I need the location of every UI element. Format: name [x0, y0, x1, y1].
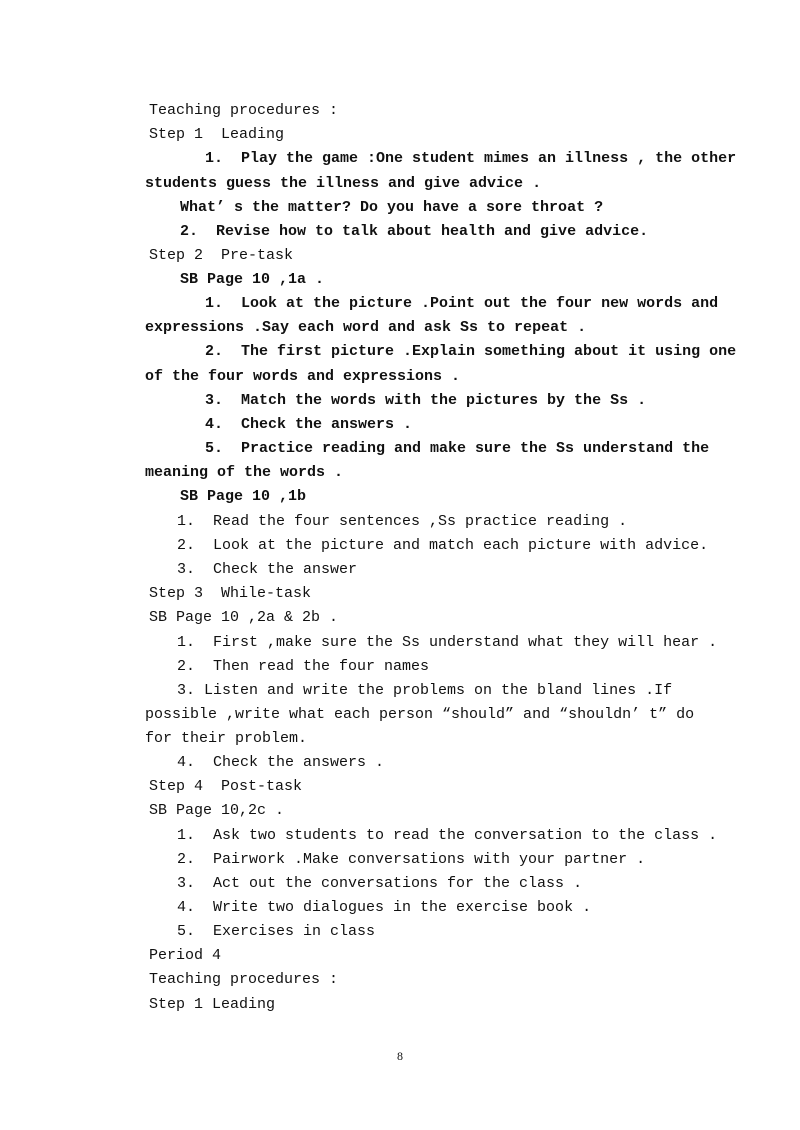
- text-line: 1. First ,make sure the Ss understand what they will hear .: [177, 634, 718, 651]
- text-line: SB Page 10 ,1b: [180, 488, 307, 505]
- text-line: 5. Practice reading and make sure the Ss understand the: [205, 440, 710, 457]
- text-line: Period 4: [149, 947, 222, 964]
- text-line: 3. Check the answer: [177, 561, 358, 578]
- text-line: 3. Match the words with the pictures by the Ss .: [205, 392, 647, 409]
- text-line: 3. Act out the conversations for the class .: [177, 875, 583, 892]
- text-line: 3. Listen and write the problems on the bland lines .If: [177, 682, 673, 699]
- text-line: meaning of the words .: [145, 464, 344, 481]
- text-line: Step 2 Pre-task: [149, 247, 294, 264]
- text-line: expressions .Say each word and ask Ss to repeat .: [145, 319, 587, 336]
- text-line: 1. Play the game :One student mimes an illness , the other: [205, 150, 737, 167]
- text-line: Step 1 Leading: [149, 126, 285, 143]
- text-line: 5. Exercises in class: [177, 923, 376, 940]
- text-line: for their problem.: [145, 730, 308, 747]
- text-line: Teaching procedures :: [149, 971, 339, 988]
- text-line: 4. Write two dialogues in the exercise book .: [177, 899, 592, 916]
- text-line: 4. Check the answers .: [177, 754, 385, 771]
- text-line: 2. Then read the four names: [177, 658, 430, 675]
- text-line: Step 1 Leading: [149, 996, 276, 1013]
- text-line: 4. Check the answers .: [205, 416, 413, 433]
- text-line: Step 3 While-task: [149, 585, 312, 602]
- text-line: possible ,write what each person “should” and “shouldn’ t” do: [145, 706, 695, 723]
- text-line: SB Page 10 ,1a .: [180, 271, 325, 288]
- text-line: 2. Revise how to talk about health and give advice.: [180, 223, 649, 240]
- text-line: Teaching procedures :: [149, 102, 339, 119]
- text-line: 2. Pairwork .Make conversations with your partner .: [177, 851, 646, 868]
- page-number: 8: [397, 1049, 403, 1063]
- text-line: students guess the illness and give advice .: [145, 175, 542, 192]
- text-line: SB Page 10,2c .: [149, 802, 285, 819]
- text-line: of the four words and expressions .: [145, 368, 461, 385]
- text-line: 2. Look at the picture and match each picture with advice.: [177, 537, 709, 554]
- text-line: 2. The first picture .Explain something about it using one: [205, 343, 737, 360]
- text-line: 1. Look at the picture .Point out the four new words and: [205, 295, 719, 312]
- text-line: SB Page 10 ,2a & 2b .: [149, 609, 339, 626]
- text-line: What’ s the matter? Do you have a sore throat ?: [180, 199, 604, 216]
- text-line: 1. Read the four sentences ,Ss practice reading .: [177, 513, 628, 530]
- text-line: 1. Ask two students to read the conversation to the class .: [177, 827, 718, 844]
- text-line: Step 4 Post-task: [149, 778, 303, 795]
